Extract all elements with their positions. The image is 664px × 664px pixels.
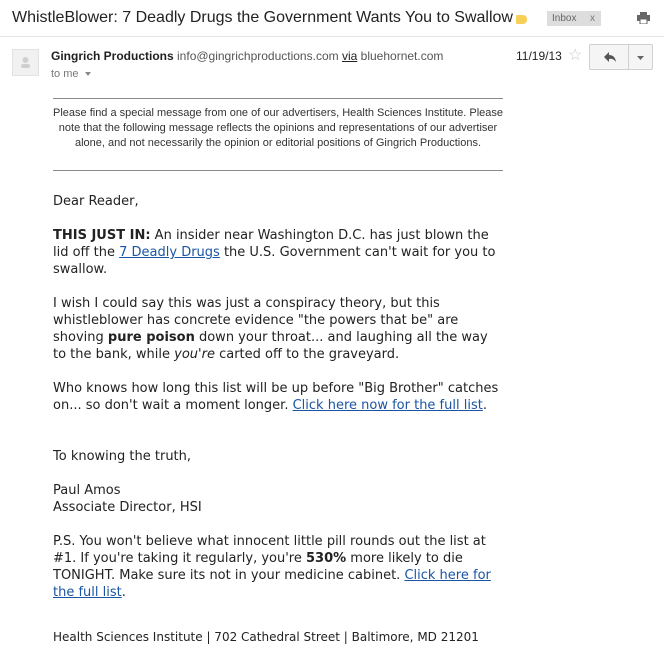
paragraph-3 xyxy=(53,380,503,414)
postscript xyxy=(53,533,503,601)
details-dropdown-icon[interactable] xyxy=(85,72,91,76)
p2-text-b: down your throat... and laughing all the way to the bank, while xyxy=(53,330,488,362)
ps-text-c: . xyxy=(121,585,126,600)
p2-bold: pure poison xyxy=(107,330,195,345)
reply-arrow-icon xyxy=(590,45,628,69)
ps-bold: 530% xyxy=(305,551,347,566)
closing: To knowing the truth, xyxy=(53,449,192,464)
star-icon[interactable]: ☆ xyxy=(568,47,583,64)
footer-address: Health Sciences Institute | 702 Cathedral Street | Baltimore, MD 21201 xyxy=(53,630,479,644)
more-options-button[interactable] xyxy=(628,44,653,70)
ps-text-b: more likely to die TONIGHT. Make sure its not in your medicine cabinet. xyxy=(53,551,463,583)
signature-title: Associate Director, HSI xyxy=(53,500,202,515)
sender-line xyxy=(51,49,443,63)
paragraph-1 xyxy=(53,227,503,278)
inbox-label-text: Inbox xyxy=(552,13,577,24)
recipient-text: to me xyxy=(51,68,79,80)
advertiser-notice: Please find a special message from one of our advertisers, Health Sciences Institute. Please note that the following message reflects the opinions and representations of our advertiser alone, and not necessarily the opinion or editorial positions of Gingrich Productions. xyxy=(53,98,503,171)
subject-bar xyxy=(0,0,664,36)
p1-text-b: the U.S. Government can't wait for you to swallow. xyxy=(53,245,496,277)
recipient-line[interactable] xyxy=(51,68,91,80)
chevron-down-icon xyxy=(629,45,652,69)
greeting: Dear Reader, xyxy=(53,194,139,209)
p1-bold: THIS JUST IN: xyxy=(53,228,151,243)
sender-avatar[interactable] xyxy=(12,49,39,76)
signature-name: Paul Amos xyxy=(53,483,121,498)
label-tag-icon[interactable] xyxy=(516,15,527,24)
paragraph-2 xyxy=(53,295,503,363)
print-icon[interactable] xyxy=(637,12,650,24)
remove-label-icon[interactable]: x xyxy=(590,13,595,24)
inbox-label-chip[interactable] xyxy=(547,11,601,26)
email-subject: WhistleBlower: 7 Deadly Drugs the Government Wants You to Swallow xyxy=(12,9,513,26)
sender-email: info@gingrichproductions.com xyxy=(177,49,339,63)
p3-text-a: Who knows how long this list will be up before "Big Brother" catches on... so don't wait a moment longer. xyxy=(53,381,499,413)
header-divider xyxy=(0,36,664,37)
p2-text-a: I wish I could say this was just a conspiracy theory, but this whistleblower has concrete evidence "the powers that be" are shoving xyxy=(53,296,459,345)
reply-button[interactable] xyxy=(589,44,629,70)
seven-deadly-drugs-link[interactable]: 7 Deadly Drugs xyxy=(119,245,220,260)
sender-name[interactable]: Gingrich Productions xyxy=(51,49,174,63)
message-date: 11/19/13 xyxy=(516,49,562,63)
person-icon xyxy=(13,50,38,75)
p2-text-c: carted off to the graveyard. xyxy=(214,347,400,362)
full-list-link[interactable]: Click here now for the full list xyxy=(292,398,483,413)
via-link[interactable]: via xyxy=(341,49,358,63)
via-domain: bluehornet.com xyxy=(360,49,444,63)
ps-full-list-link[interactable]: Click here for the full list xyxy=(53,568,491,600)
p1-text-a: An insider near Washington D.C. has just blown the lid off the xyxy=(53,228,489,260)
p3-text-b: . xyxy=(482,398,487,413)
p2-italic: you're xyxy=(174,347,215,362)
ps-text-a: P.S. You won't believe what innocent little pill rounds out the list at #1. If you're taking it regularly, you're xyxy=(53,534,486,566)
